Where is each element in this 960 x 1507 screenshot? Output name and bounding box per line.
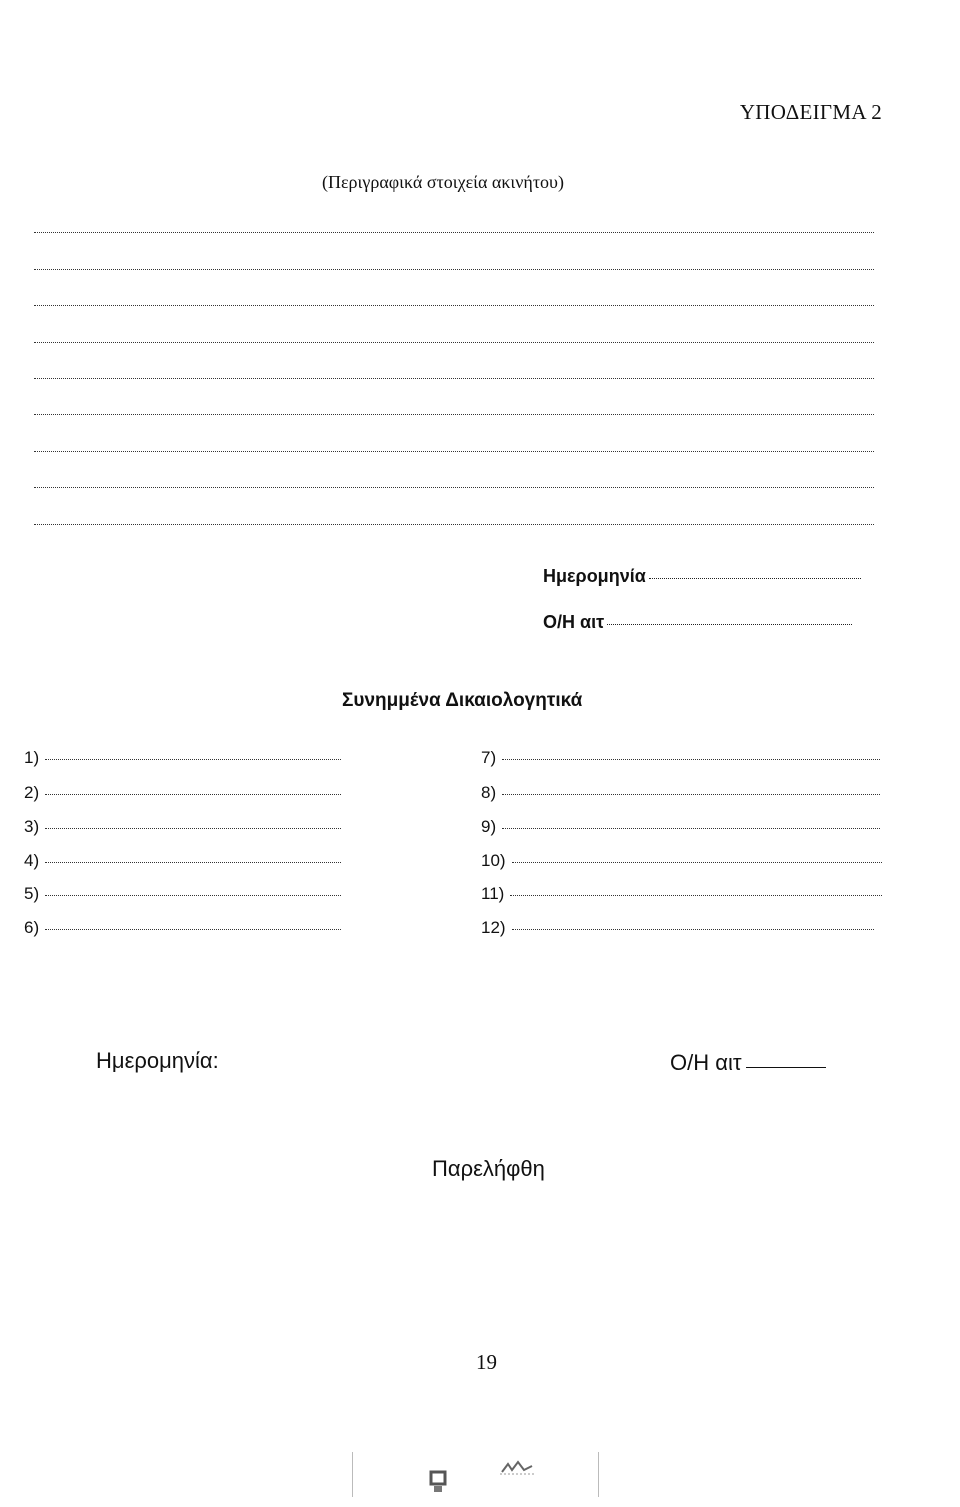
attachment-number: 10) bbox=[481, 851, 506, 870]
attachment-item bbox=[24, 851, 341, 871]
description-line[interactable] bbox=[34, 232, 874, 233]
attachment-number: 6) bbox=[24, 918, 40, 937]
attachment-input-line[interactable] bbox=[45, 759, 341, 760]
stamp-mark-icon bbox=[428, 1468, 450, 1494]
attachment-input-line[interactable] bbox=[502, 759, 880, 760]
description-line[interactable] bbox=[34, 524, 874, 525]
attachment-number: 8) bbox=[481, 783, 497, 802]
description-line[interactable] bbox=[34, 305, 874, 306]
attachment-item bbox=[24, 817, 341, 837]
attachment-input-line[interactable] bbox=[502, 828, 880, 829]
attachments-heading: Συνημμένα Δικαιολογητικά bbox=[342, 690, 583, 711]
attachment-input-line[interactable] bbox=[502, 794, 880, 795]
attachment-item bbox=[481, 884, 882, 904]
attachment-number: 1) bbox=[24, 748, 40, 767]
applicant-input-line[interactable] bbox=[607, 624, 852, 625]
bottom-date-label: Ημερομηνία: bbox=[96, 1048, 219, 1073]
attachment-number: 11) bbox=[481, 884, 505, 903]
stamp-mark-icon bbox=[498, 1458, 538, 1476]
scan-artifact-line bbox=[598, 1452, 599, 1497]
attachment-input-line[interactable] bbox=[510, 895, 882, 896]
attachment-item bbox=[24, 884, 341, 904]
applicant-field bbox=[543, 612, 852, 633]
attachment-item bbox=[481, 851, 882, 871]
bottom-applicant-field bbox=[670, 1050, 826, 1076]
document-subtitle: (Περιγραφικά στοιχεία ακινήτου) bbox=[322, 172, 564, 192]
attachment-input-line[interactable] bbox=[45, 828, 341, 829]
attachment-item bbox=[24, 748, 341, 768]
description-line[interactable] bbox=[34, 414, 874, 415]
bottom-applicant-signature-line[interactable] bbox=[746, 1067, 826, 1068]
attachment-input-line[interactable] bbox=[45, 895, 341, 896]
attachment-number: 3) bbox=[24, 817, 40, 836]
attachment-item bbox=[481, 783, 880, 803]
attachment-number: 7) bbox=[481, 748, 497, 767]
attachment-item bbox=[24, 918, 341, 938]
date-field bbox=[543, 566, 861, 587]
attachment-input-line[interactable] bbox=[45, 794, 341, 795]
attachment-input-line[interactable] bbox=[512, 862, 882, 863]
attachment-item bbox=[24, 783, 341, 803]
description-line[interactable] bbox=[34, 269, 874, 270]
attachment-input-line[interactable] bbox=[512, 929, 874, 930]
attachment-number: 5) bbox=[24, 884, 40, 903]
document-title: ΥΠΟΔΕΙΓΜΑ 2 bbox=[739, 100, 882, 124]
attachment-item bbox=[481, 817, 880, 837]
attachment-number: 12) bbox=[481, 918, 506, 937]
attachment-number: 2) bbox=[24, 783, 40, 802]
description-line[interactable] bbox=[34, 451, 874, 452]
attachment-input-line[interactable] bbox=[45, 862, 341, 863]
attachment-input-line[interactable] bbox=[45, 929, 341, 930]
description-line[interactable] bbox=[34, 487, 874, 488]
attachment-item bbox=[481, 748, 880, 768]
bottom-applicant-label: Ο/Η αιτ bbox=[670, 1050, 742, 1075]
attachment-item bbox=[481, 918, 874, 938]
applicant-label: Ο/Η αιτ bbox=[543, 612, 605, 632]
description-line[interactable] bbox=[34, 378, 874, 379]
date-input-line[interactable] bbox=[649, 578, 861, 579]
scan-artifact-line bbox=[352, 1452, 353, 1497]
description-line[interactable] bbox=[34, 342, 874, 343]
page-number: 19 bbox=[476, 1350, 497, 1374]
attachment-number: 9) bbox=[481, 817, 497, 836]
date-label: Ημερομηνία bbox=[543, 566, 646, 586]
attachment-number: 4) bbox=[24, 851, 40, 870]
received-label: Παρελήφθη bbox=[432, 1156, 545, 1181]
